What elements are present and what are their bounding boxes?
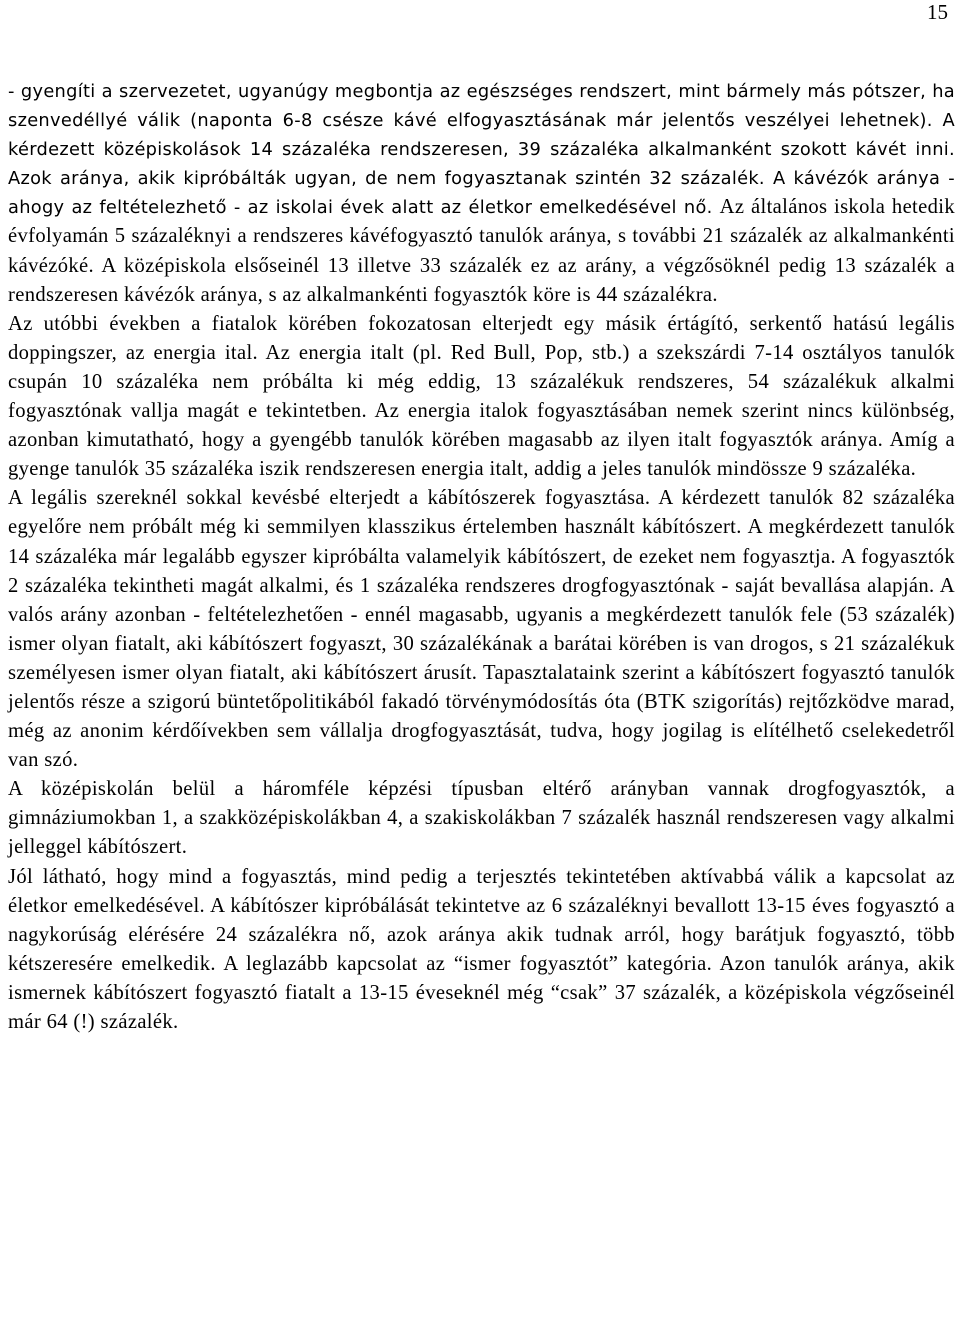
paragraph-text: A legális szereknél sokkal kevésbé elterjedt a kábítószerek fogyasztása. A kérdezett tanulók 82 százaléka egyelőre nem próbált még ki semmilyen klasszikus értelemben használt kábítószert. A megkérdezett tanulók 14 százaléka már legalább egyszer kipróbálta valamelyik kábítószert, de ezeket nem fogyasztja. A fogyasztók 2 százaléka tekintheti magát alkalmi, és 1 százaléka rendszeres drogfogyasztónak - saját bevallása alapján. A valós arány azonban - feltételezhetően - ennél magasabb, ugyanis a megkérdezett tanulók fele (53 százalék) ismer olyan fiatalt, aki kábítószert fogyaszt, 30 százalékának a barátai körében is van drogos, s 21 százalékuk személyesen ismer olyan fiatalt, aki kábítószert árusít. Tapasztalataink szerint a kábítószert fogyasztó tanulók jelentős része a szigorú büntetőpolitikából fakadó törvénymódosítás óta (BTK szigorítás) rejtőzködve marad, még az anonim kérdőívekben sem vállalja drogfogyasztását, tudva, hogy jogilag is elítélhető cselekedetről van szó.: [8, 487, 955, 772]
page-number: 15: [927, 0, 948, 24]
paragraph-coffee: [8, 77, 955, 310]
paragraph-drugs: [8, 484, 955, 775]
paragraph-text: Jól látható, hogy mind a fogyasztás, mind pedig a terjesztés tekintetében aktívabbá válik a kapcsolat az életkor emelkedésével. A kábítószer kipróbálását tekintetve az 6 százaléknyi bevallott 13-15 éves fogyasztó a nagykorúság elérésére 24 százalékra nő, azok aránya akik tudnak arról, hogy barátjuk fogyasztó, több kétszeresére emelkedik. A leglazább kapcsolat az “ismer fogyasztót” kategória. Azon tanulók aránya, akik ismernek kábítószert fogyasztó fiatalt a 13-15 éveseknél még “csak” 37 százalék, a középiskola végzőseinél már 64 (!) százalék.: [8, 865, 955, 1033]
paragraph-text: Az utóbbi években a fiatalok körében fokozatosan elterjedt egy másik értágító, serkentő hatású legális doppingszer, az energia ital. Az energia italt (pl. Red Bull, Pop, stb.) a szekszárdi 7-14 osztályos tanulók csupán 10 százaléka nem próbálta ki még eddig, 13 százalékuk rendszeres, 54 százalékuk alkalmi fogyasztónak vallja magát e tekintetben. Az energia italok fogyasztásában nemek szerint nincs különbség, azonban kimutatható, hogy a gyengébb tanulók körében magasabb az ilyen italt fogyasztók aránya. Amíg a gyenge tanulók 35 százaléka iszik rendszeresen energia italt, addig a jeles tanulók mindössze 9 százaléka.: [8, 312, 955, 481]
paragraph-text: Az általános iskola hetedik évfolyamán 5 százaléknyi a rendszeres kávéfogyasztó tanulók aránya, s további 21 százalék az alkalmankénti kávézóké. A középiskola elsőseinél 13 illetve 33 százalék ez az arány, a végzősöknél pedig 13 százalék a rendszeresen kávézók aránya, s az alkalmankénti fogyasztók köre is 44 százalékra.: [8, 196, 955, 306]
paragraph-energy-drink: [8, 310, 955, 485]
paragraph-text: A középiskolán belül a háromféle képzési típusban eltérő arányban vannak drogfogyasztók, a gimnáziumokban 1, a szakközépiskolákban 4, a szakiskolákban 7 százalék használ rendszeresen vagy alkalmi jelleggel kábítószert.: [8, 778, 955, 859]
document-body: [8, 77, 955, 1037]
paragraph-age-relation: [8, 863, 955, 1038]
paragraph-text: - gyengíti a szervezetet, ugyanúgy megbontja az egészséges rendszert, mint bármely más pótszer, ha szenvedéllyé válik (naponta 6-8 csésze kávé elfogyasztásának már jelentős veszélyei lehetnek). A kérdezett középiskolások 14 százaléka rendszeresen, 39 százaléka alkalmanként szokott kávét inni. Azok aránya, akik kipróbálták ugyan, de nem fogyasztanak szintén 32 százalék. A kávézók aránya - ahogy az feltételezhető - az iskolai évek alatt az életkor emelkedésével nő.: [8, 81, 955, 219]
paragraph-school-types: [8, 775, 955, 862]
